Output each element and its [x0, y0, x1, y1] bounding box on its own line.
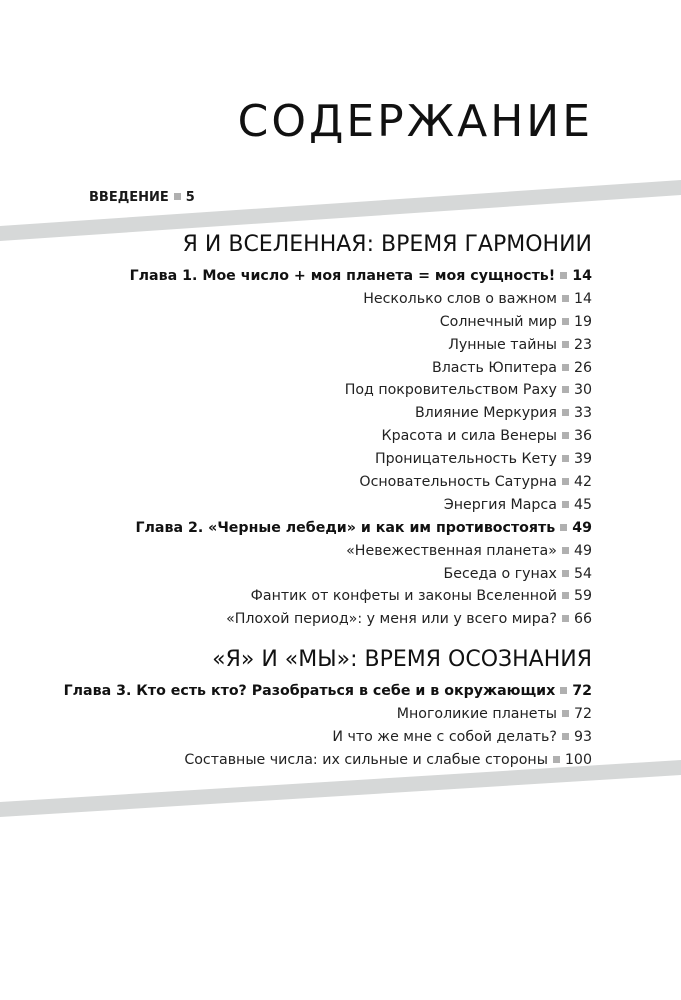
part1-title: Я И ВСЕЛЕННАЯ: ВРЕМЯ ГАРМОНИИ: [182, 232, 592, 257]
entry-page: 100: [564, 751, 592, 768]
entry-text: Энергия Марса: [443, 496, 557, 513]
entry-page: 36: [573, 428, 592, 445]
entry-page: 59: [573, 588, 592, 605]
toc-entry[interactable]: [32, 334, 592, 357]
bullet-square-icon: [562, 455, 569, 462]
entry-text: Красота и сила Венеры: [381, 428, 557, 445]
entry-text: Проницательность Кету: [374, 451, 557, 468]
bullet-square-icon: [562, 547, 569, 554]
entry-page: 72: [573, 705, 592, 722]
entry-page: 66: [573, 611, 592, 628]
entry-text: Основательность Сатурна: [359, 474, 557, 491]
bullet-square-icon: [562, 501, 569, 508]
toc-entry[interactable]: [32, 726, 592, 749]
entry-page: 30: [573, 382, 592, 399]
toc-entry[interactable]: [32, 585, 592, 608]
intro-entry[interactable]: [89, 190, 195, 205]
bullet-square-icon: [562, 318, 569, 325]
entry-page: 33: [573, 405, 592, 422]
entry-text: Многоликие планеты: [396, 705, 557, 722]
entry-text: Влияние Меркурия: [414, 405, 557, 422]
toc-entry[interactable]: [32, 471, 592, 494]
toc-entry[interactable]: [32, 540, 592, 563]
entry-text: Несколько слов о важном: [363, 290, 557, 307]
part1-toc: [32, 265, 592, 631]
entry-text: Лунные тайны: [448, 336, 557, 353]
entry-page: 42: [573, 474, 592, 491]
bullet-square-icon: [562, 615, 569, 622]
entry-page: 49: [572, 519, 592, 536]
entry-text: Под покровительством Раху: [344, 382, 557, 399]
toc-entry[interactable]: [32, 311, 592, 334]
entry-text: Составные числа: их сильные и слабые стороны: [184, 751, 548, 768]
toc-entry[interactable]: [32, 357, 592, 380]
bullet-square-icon: [553, 756, 560, 763]
entry-page: 19: [573, 313, 592, 330]
toc-entry[interactable]: [32, 517, 592, 540]
entry-page: 45: [573, 496, 592, 513]
bullet-square-icon: [560, 272, 567, 279]
entry-page: 49: [573, 542, 592, 559]
entry-text: Беседа о гунах: [443, 565, 557, 582]
entry-page: 14: [573, 290, 592, 307]
entry-page: 93: [573, 728, 592, 745]
bullet-square-icon: [174, 193, 181, 200]
toc-entry[interactable]: [32, 379, 592, 402]
bullet-square-icon: [562, 341, 569, 348]
bullet-square-icon: [562, 592, 569, 599]
bullet-square-icon: [560, 687, 567, 694]
entry-text: Глава 2. «Черные лебеди» и как им противостоять: [135, 519, 556, 536]
bullet-square-icon: [562, 478, 569, 485]
entry-page: 72: [572, 683, 592, 699]
bullet-square-icon: [562, 295, 569, 302]
entry-page: 14: [572, 268, 592, 284]
bullet-square-icon: [562, 733, 569, 740]
entry-page: 23: [573, 336, 592, 353]
toc-entry[interactable]: [32, 425, 592, 448]
entry-page: 39: [573, 451, 592, 468]
bullet-square-icon: [560, 524, 567, 531]
page-title: СОДЕРЖАНИЕ: [237, 96, 593, 147]
entry-text: Глава 1. Мое число + моя планета = моя сущность!: [129, 268, 556, 284]
bullet-square-icon: [562, 386, 569, 393]
entry-text: Солнечный мир: [439, 313, 557, 330]
entry-text: Фантик от конфеты и законы Вселенной: [250, 588, 557, 605]
part2-toc: [32, 680, 592, 772]
entry-text: Глава 3. Кто есть кто? Разобраться в себе и в окружающих: [63, 683, 556, 699]
entry-page: 26: [573, 359, 592, 376]
toc-entry[interactable]: [32, 703, 592, 726]
toc-entry[interactable]: [32, 563, 592, 586]
entry-page: 54: [573, 565, 592, 582]
part2-title: «Я» И «МЫ»: ВРЕМЯ ОСОЗНАНИЯ: [212, 647, 592, 672]
toc-entry[interactable]: [32, 749, 592, 772]
toc-entry[interactable]: [32, 494, 592, 517]
bullet-square-icon: [562, 409, 569, 416]
intro-page: 5: [185, 190, 195, 205]
bullet-square-icon: [562, 432, 569, 439]
entry-text: «Плохой период»: у меня или у всего мира?: [226, 611, 557, 628]
toc-entry[interactable]: [32, 402, 592, 425]
toc-entry[interactable]: [32, 680, 592, 703]
toc-entry[interactable]: [32, 265, 592, 288]
bullet-square-icon: [562, 570, 569, 577]
toc-entry[interactable]: [32, 288, 592, 311]
toc-entry[interactable]: [32, 608, 592, 631]
toc-entry[interactable]: [32, 448, 592, 471]
entry-text: И что же мне с собой делать?: [332, 728, 557, 745]
intro-label: ВВЕДЕНИЕ: [89, 190, 169, 205]
bullet-square-icon: [562, 710, 569, 717]
entry-text: Власть Юпитера: [432, 359, 557, 376]
entry-text: «Невежественная планета»: [346, 542, 557, 559]
bullet-square-icon: [562, 364, 569, 371]
